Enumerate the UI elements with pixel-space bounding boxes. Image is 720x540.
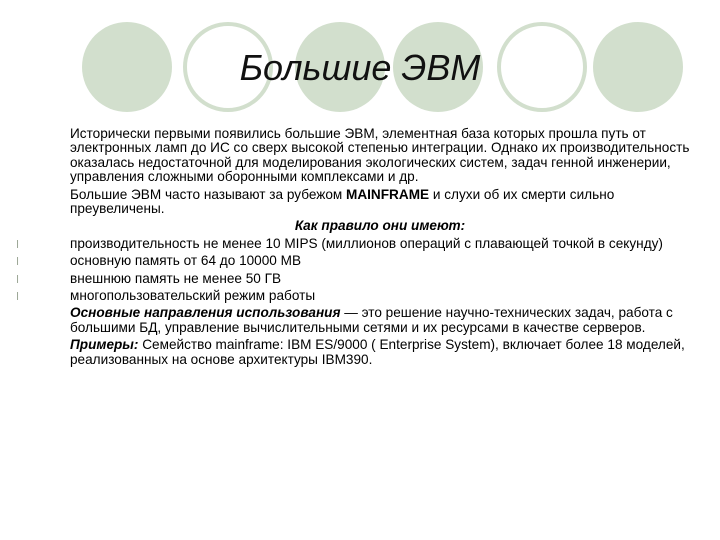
slide-body	[16, 126, 690, 370]
list-item	[16, 270, 690, 286]
usage-paragraph	[70, 306, 690, 335]
bullet-icon: l	[16, 272, 20, 286]
list-item-text: внешнюю память не менее 50 ГВ	[70, 270, 282, 286]
list-item-text: многопользовательский режим работы	[70, 288, 316, 304]
examples-text: Семейство mainframe: IBM ES/9000 ( Enterprise System), включает более 18 моделей, реализованных на основе архитектуры IBM390.	[70, 337, 685, 367]
bullet-icon: l	[16, 237, 20, 251]
bullet-icon: l	[16, 290, 20, 304]
examples-paragraph	[70, 338, 690, 367]
list-item	[16, 235, 690, 251]
mainframe-term: MAINFRAME	[346, 186, 430, 202]
bullet-icon: l	[16, 255, 20, 269]
list-item	[16, 253, 690, 269]
slide-title: Большие ЭВМ	[239, 47, 481, 88]
usage-label: Основные направления использования	[70, 305, 341, 321]
mainframe-text-after: и слухи об их смерти сильно преувеличены.	[70, 186, 615, 217]
list-item-text: производительность не менее 10 MIPS (миллионов операций с плавающей точкой в секунду)	[70, 235, 663, 251]
mainframe-paragraph	[70, 188, 690, 217]
list-item-text: основную память от 64 до 10000 MB	[70, 253, 302, 269]
mainframe-text-before: Большие ЭВМ часто называют за рубежом	[70, 186, 347, 202]
feature-list	[16, 235, 690, 304]
list-item	[16, 288, 690, 304]
examples-label: Примеры:	[70, 337, 139, 353]
usage-text: — это решение научно-технических задач, работа с большими БД, управление вычислительными сетями и их ресурсами в качестве серверов.	[70, 305, 673, 335]
list-heading: Как правило они имеют:	[294, 218, 466, 234]
intro-paragraph: Исторически первыми появились большие ЭВМ, элементная база которых прошла путь от электронных ламп до ИС со сверх высокой степенью интеграции. Однако их производительность оказалась недостаточной для моделирования экологических систем, задач генной инженерии, управления сложными оборонными комплексами и др.	[70, 126, 690, 185]
